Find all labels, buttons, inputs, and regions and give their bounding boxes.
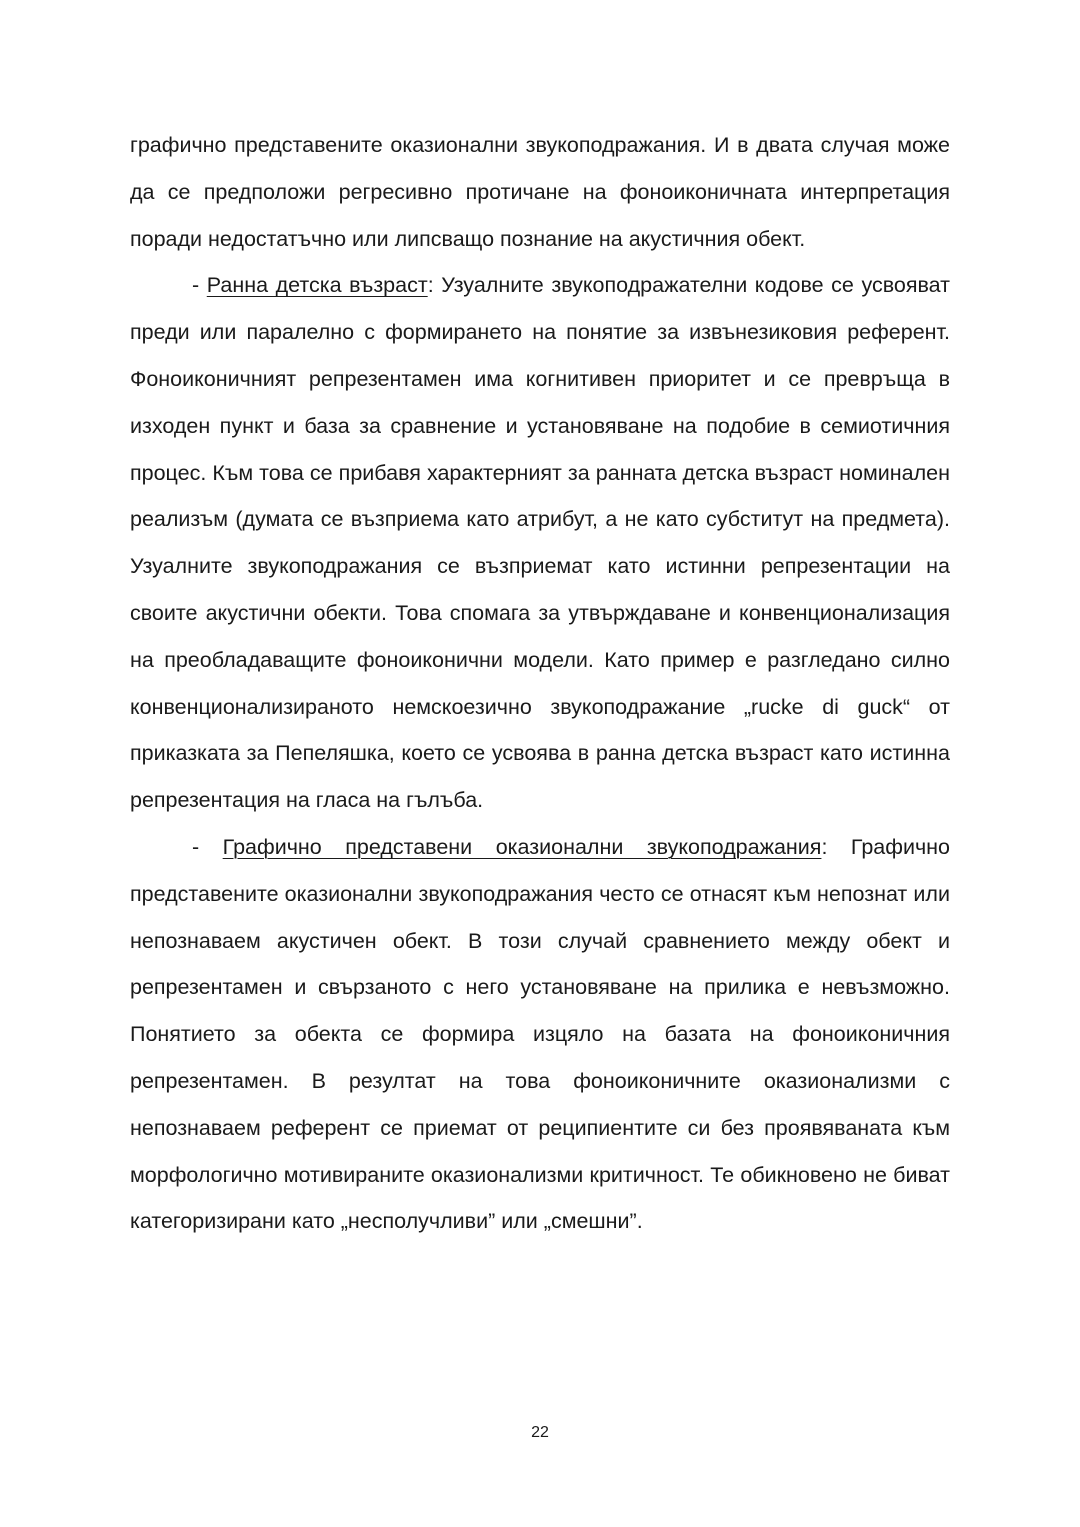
list-dash: - (192, 273, 207, 298)
term-early-childhood: Ранна детска възраст (206, 273, 428, 298)
paragraph-continuation (130, 122, 950, 262)
term-graphic-onomatopoeia: Графично представени оказионални звукоподражания (222, 834, 822, 859)
paragraph-graphic-onomatopoeia (130, 824, 950, 1245)
page-number: 22 (531, 1424, 549, 1441)
list-dash: - (192, 834, 223, 859)
paragraph-text: : Графично представените оказионални звукоподражания често се отнасят към непознат или непознаваем акустичен обект. В този случай сравнението между обект и репрезентамен и свързаното с него установяване на прилика е невъзможно. Понятието за обекта се формира изцяло на базата на фоноиконичния репрезентамен. В резултат на това фоноиконичните оказионализми с непознаваем референт се приемат от реципиентите си без проявяваната към морфологично мотивираните оказионализми критичност. Те обикновено не биват категоризирани като „несполучливи” или „смешни”. (130, 834, 950, 1234)
page-body (130, 122, 950, 1245)
paragraph-text: графично представените оказионални звукоподражания. И в двата случая може да се предположи регресивно протичане на фоноиконичната интерпретация поради недостатъчно или липсващо познание на акустичния обект. (130, 133, 950, 251)
paragraph-text: : Узуалните звукоподражателни кодове се усвояват преди или паралелно с формирането на понятие за извънезиковия референт. Фоноиконичният репрезентамен има когнитивен приоритет и се превръща в изходен пункт и база за сравнение и установяване на подобие в семиотичния процес. Към това се прибавя характерният за ранната детска възраст номинален реализъм (думата се възприема като атрибут, а не като субститут на предмета). Узуалните звукоподражания се възприемат като истинни репрезентации на своите акустични обекти. Това спомага за утвърждаване и конвенционализация на преобладаващите фоноиконични модели. Като пример е разгледано силно конвенционализираното немскоезично звукоподражание „rucke di guck“ от приказката за Пепеляшка, което се усвоява в ранна детска възраст като истинна репрезентация на гласа на гълъба. (130, 273, 950, 813)
paragraph-early-childhood (130, 262, 950, 824)
